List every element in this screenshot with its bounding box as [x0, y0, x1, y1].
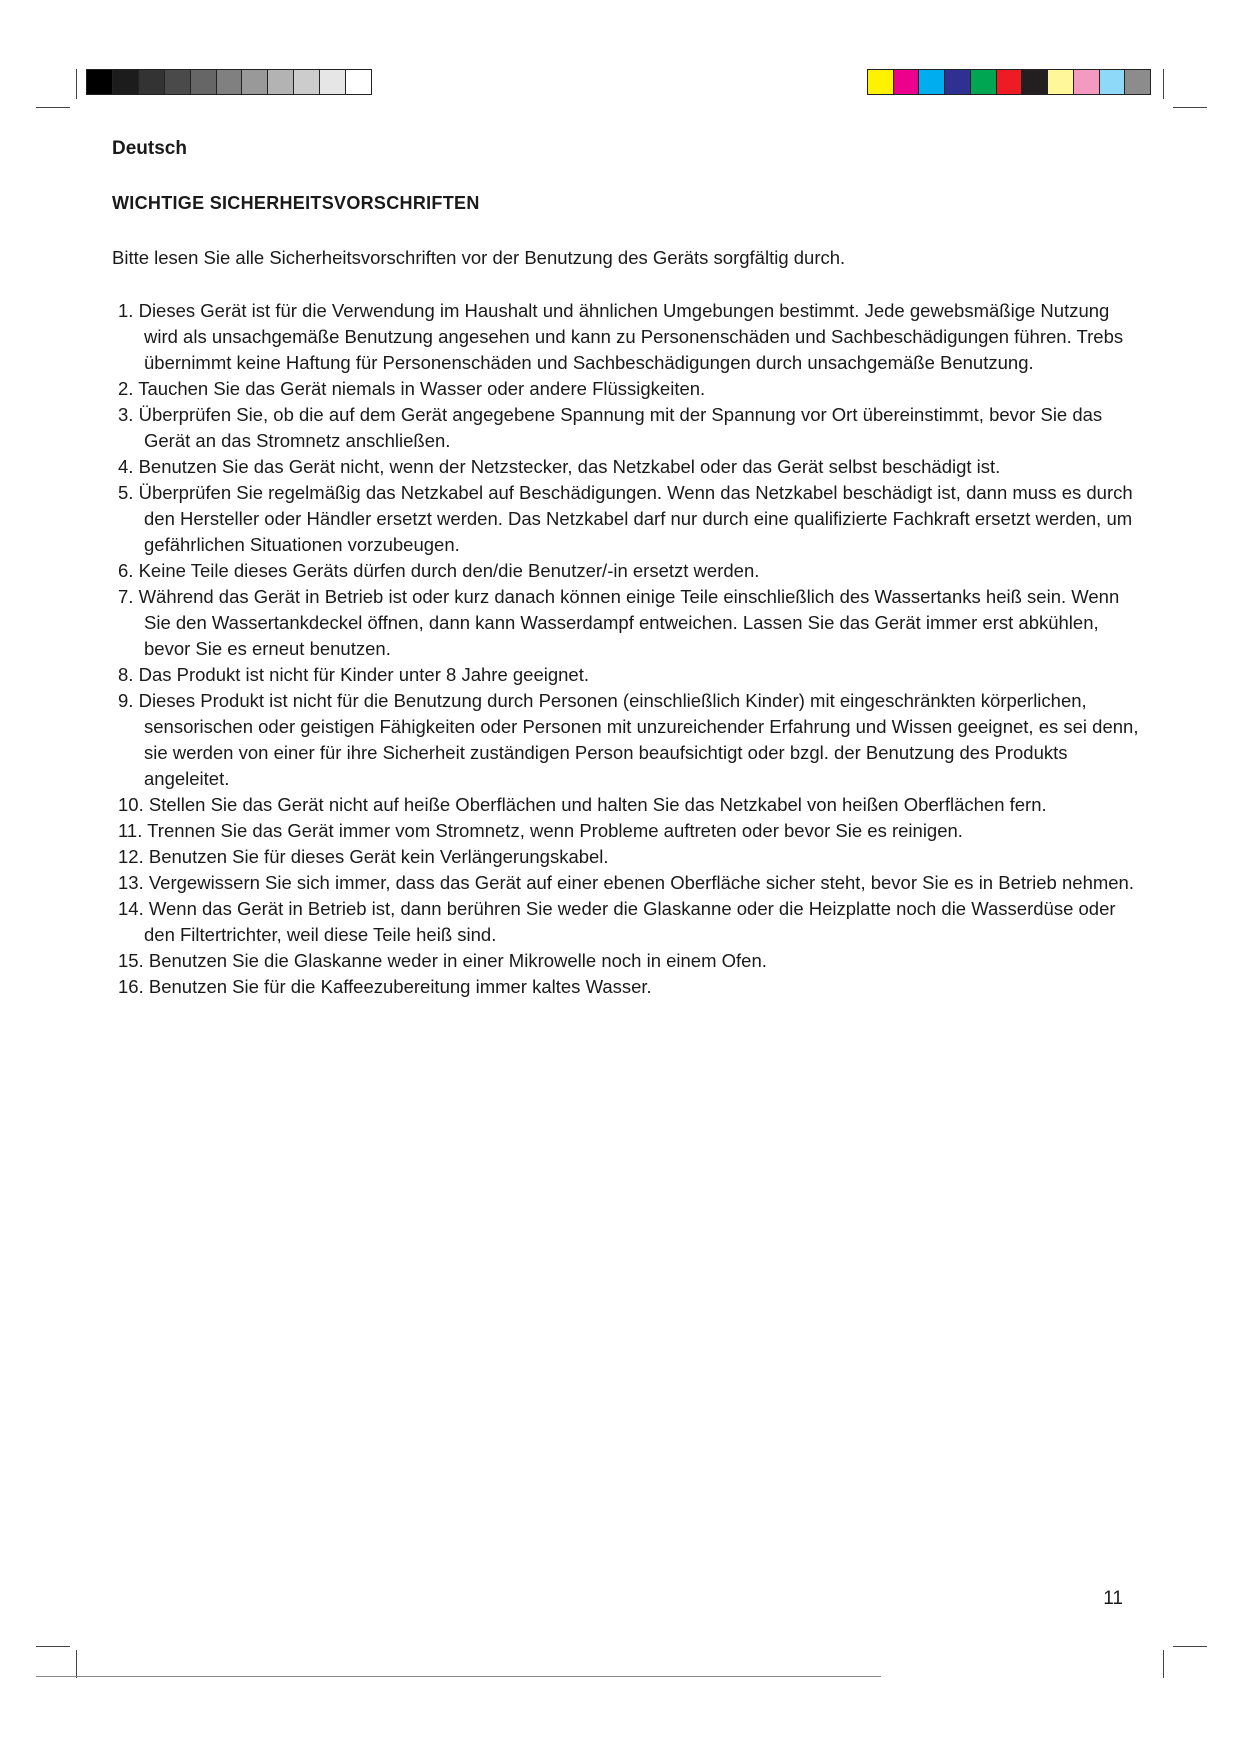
list-item-number: 3. [118, 404, 134, 425]
list-item-text: Überprüfen Sie regelmäßig das Netzkabel auf Beschädigungen. Wenn das Netzkabel beschädigt ist, dann muss es durch den Hersteller oder Händler ersetzt werden. Das Netzkabel darf nur durch eine qualifizierte Fachkraft ersetzt werden, um gefährlichen Situationen vorzubeugen. [138, 482, 1133, 555]
list-item-text: Dieses Gerät ist für die Verwendung im Haushalt und ähnlichen Umgebungen bestimmt. Jede gewebsmäßige Nutzung wird als unsachgemäße Benutzung angesehen und kann zu Personenschäden und Sachbeschädigungen führen. Trebs übernimmt keine Haftung für Personenschäden und Sachbeschädigungen durch unsachgemäße Benutzung. [138, 300, 1124, 373]
intro-paragraph: Bitte lesen Sie alle Sicherheitsvorschriften vor der Benutzung des Geräts sorgfältig durch. [112, 247, 846, 268]
crop-mark-bottom-left-h [36, 1646, 70, 1647]
grayscale-swatch [217, 70, 243, 94]
grayscale-swatch [191, 70, 217, 94]
grayscale-swatch [320, 70, 346, 94]
grayscale-calibration-bar [86, 69, 372, 95]
list-item [112, 558, 1142, 584]
grayscale-swatch [242, 70, 268, 94]
color-swatch [1048, 70, 1074, 94]
color-swatch [919, 70, 945, 94]
crop-mark-top-right-v [1163, 69, 1164, 99]
list-item-number: 10. [118, 794, 144, 815]
list-item [112, 584, 1142, 662]
list-item-number: 14. [118, 898, 144, 919]
grayscale-swatch [268, 70, 294, 94]
color-swatch [1074, 70, 1100, 94]
grayscale-swatch [113, 70, 139, 94]
grayscale-swatch [165, 70, 191, 94]
color-swatch [1125, 70, 1150, 94]
list-item-number: 13. [118, 872, 144, 893]
list-item [112, 844, 1142, 870]
list-item-text: Wenn das Gerät in Betrieb ist, dann berühren Sie weder die Glaskanne oder die Heizplatte noch die Wasserdüse oder den Filtertrichter, weil diese Teile heiß sind. [144, 898, 1116, 945]
list-item-number: 7. [118, 586, 134, 607]
color-swatch [894, 70, 920, 94]
list-item-text: Vergewissern Sie sich immer, dass das Gerät auf einer ebenen Oberfläche sicher steht, bevor Sie es in Betrieb nehmen. [148, 872, 1134, 893]
list-item-number: 4. [118, 456, 134, 477]
list-item [112, 818, 1142, 844]
list-item-text: Stellen Sie das Gerät nicht auf heiße Oberflächen und halten Sie das Netzkabel von heißen Oberflächen fern. [148, 794, 1047, 815]
grayscale-swatch [87, 70, 113, 94]
list-item-text: Dieses Produkt ist nicht für die Benutzung durch Personen (einschließlich Kinder) mit eingeschränkten körperlichen, sensorischen oder geistigen Fähigkeiten oder Personen mit unzureichender Erfahrung und Wissen geeignet, es sei denn, sie werden von einer für ihre Sicherheit zuständigen Person beaufsichtigt oder bzgl. der Benutzung des Produkts angeleitet. [138, 690, 1139, 789]
color-swatch [1100, 70, 1126, 94]
list-item [112, 792, 1142, 818]
list-item-text: Keine Teile dieses Geräts dürfen durch den/die Benutzer/-in ersetzt werden. [138, 560, 760, 581]
list-item-text: Das Produkt ist nicht für Kinder unter 8 Jahre geeignet. [138, 664, 589, 685]
grayscale-swatch [139, 70, 165, 94]
list-item-number: 2. [118, 378, 134, 399]
color-calibration-bar [867, 69, 1151, 95]
crop-mark-top-left-h [36, 107, 70, 108]
color-swatch [868, 70, 894, 94]
color-swatch [945, 70, 971, 94]
list-item [112, 870, 1142, 896]
list-item-number: 12. [118, 846, 144, 867]
color-swatch [997, 70, 1023, 94]
list-item-number: 9. [118, 690, 134, 711]
bottom-trim-line [36, 1676, 881, 1677]
list-item-number: 8. [118, 664, 134, 685]
crop-mark-bottom-left-v [76, 1650, 77, 1678]
document-content [112, 138, 1142, 1000]
list-item-text: Während das Gerät in Betrieb ist oder kurz danach können einige Teile einschließlich des Wassertanks heiß sein. Wenn Sie den Wassertankdeckel öffnen, dann kann Wasserdampf entweichen. Lassen Sie das Gerät immer erst abkühlen, bevor Sie es erneut benutzen. [138, 586, 1120, 659]
language-label: Deutsch [112, 138, 187, 159]
grayscale-swatch [346, 70, 371, 94]
list-item [112, 298, 1142, 376]
list-item [112, 974, 1142, 1000]
list-item-number: 1. [118, 300, 134, 321]
list-item-number: 5. [118, 482, 134, 503]
list-item-text: Benutzen Sie für die Kaffeezubereitung immer kaltes Wasser. [148, 976, 652, 997]
list-item-text: Trennen Sie das Gerät immer vom Stromnetz, wenn Probleme auftreten oder bevor Sie es reinigen. [147, 820, 963, 841]
list-item-number: 11. [118, 820, 143, 841]
list-item [112, 688, 1142, 792]
list-item-text: Benutzen Sie das Gerät nicht, wenn der Netzstecker, das Netzkabel oder das Gerät selbst beschädigt ist. [138, 456, 1001, 477]
list-item [112, 480, 1142, 558]
list-item-text: Überprüfen Sie, ob die auf dem Gerät angegebene Spannung mit der Spannung vor Ort übereinstimmt, bevor Sie das Gerät an das Stromnetz anschließen. [138, 404, 1103, 451]
list-item [112, 948, 1142, 974]
safety-rules-list [112, 298, 1142, 1000]
grayscale-swatch [294, 70, 320, 94]
color-swatch [971, 70, 997, 94]
list-item-number: 16. [118, 976, 144, 997]
list-item-number: 6. [118, 560, 134, 581]
crop-mark-top-left-v [76, 69, 77, 99]
list-item [112, 402, 1142, 454]
page-number: 11 [1103, 1588, 1123, 1609]
crop-mark-bottom-right-h [1173, 1646, 1207, 1647]
list-item-number: 15. [118, 950, 144, 971]
color-swatch [1022, 70, 1048, 94]
section-heading: WICHTIGE SICHERHEITSVORSCHRIFTEN [112, 193, 480, 213]
crop-mark-bottom-right-v [1163, 1650, 1164, 1678]
crop-mark-top-right-h [1173, 107, 1207, 108]
list-item-text: Benutzen Sie die Glaskanne weder in einer Mikrowelle noch in einem Ofen. [148, 950, 767, 971]
list-item [112, 896, 1142, 948]
list-item [112, 376, 1142, 402]
list-item [112, 454, 1142, 480]
list-item-text: Tauchen Sie das Gerät niemals in Wasser oder andere Flüssigkeiten. [138, 378, 706, 399]
list-item [112, 662, 1142, 688]
list-item-text: Benutzen Sie für dieses Gerät kein Verlängerungskabel. [148, 846, 609, 867]
